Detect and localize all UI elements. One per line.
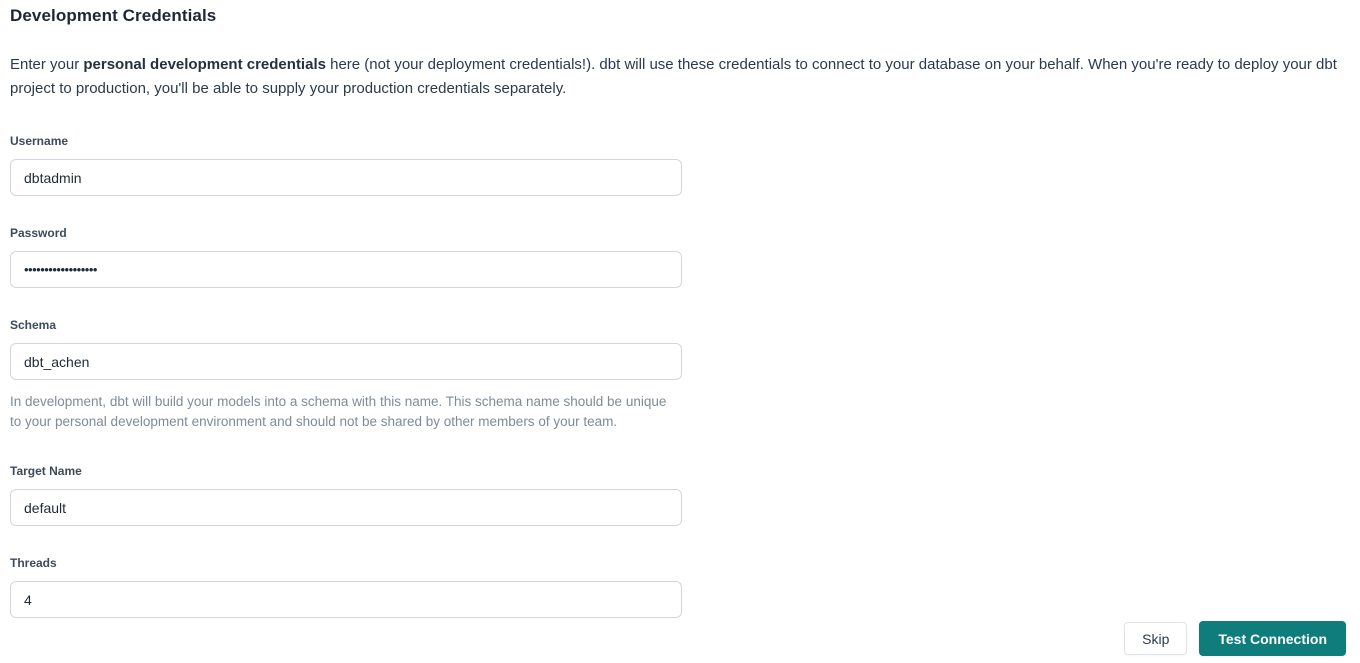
target-name-label: Target Name bbox=[10, 464, 82, 478]
schema-input[interactable] bbox=[10, 343, 682, 380]
test-connection-button[interactable]: Test Connection bbox=[1199, 621, 1346, 656]
password-label: Password bbox=[10, 226, 67, 240]
schema-helper-text: In development, dbt will build your models into a schema with this name. This schema name should be unique to your personal development environment and should not be shared by other members of your team. bbox=[10, 394, 667, 429]
credentials-form bbox=[10, 134, 1346, 618]
intro-text-after: here (not your deployment credentials!). dbt will use these credentials to connect to your database on your behalf. When you're ready to deploy your dbt project to production, you'll be able to supply your production credentials separately. bbox=[10, 56, 1337, 97]
target-name-input[interactable] bbox=[10, 489, 682, 526]
username-field-group bbox=[10, 134, 1346, 196]
intro-text-before: Enter your bbox=[10, 56, 84, 73]
password-input[interactable] bbox=[10, 251, 682, 288]
target-name-field-group bbox=[10, 464, 1346, 526]
schema-label: Schema bbox=[10, 318, 57, 332]
form-actions bbox=[1124, 621, 1346, 656]
intro-text-bold: personal development credentials bbox=[83, 56, 326, 73]
username-input[interactable] bbox=[10, 159, 682, 196]
schema-field-group bbox=[10, 318, 1346, 432]
page-title: Development Credentials bbox=[10, 6, 217, 25]
skip-button[interactable]: Skip bbox=[1124, 622, 1187, 655]
intro-paragraph bbox=[10, 53, 1342, 101]
username-label: Username bbox=[10, 134, 69, 148]
threads-label: Threads bbox=[10, 556, 57, 570]
password-field-group bbox=[10, 226, 1346, 288]
threads-input[interactable] bbox=[10, 581, 682, 618]
threads-field-group bbox=[10, 556, 1346, 618]
